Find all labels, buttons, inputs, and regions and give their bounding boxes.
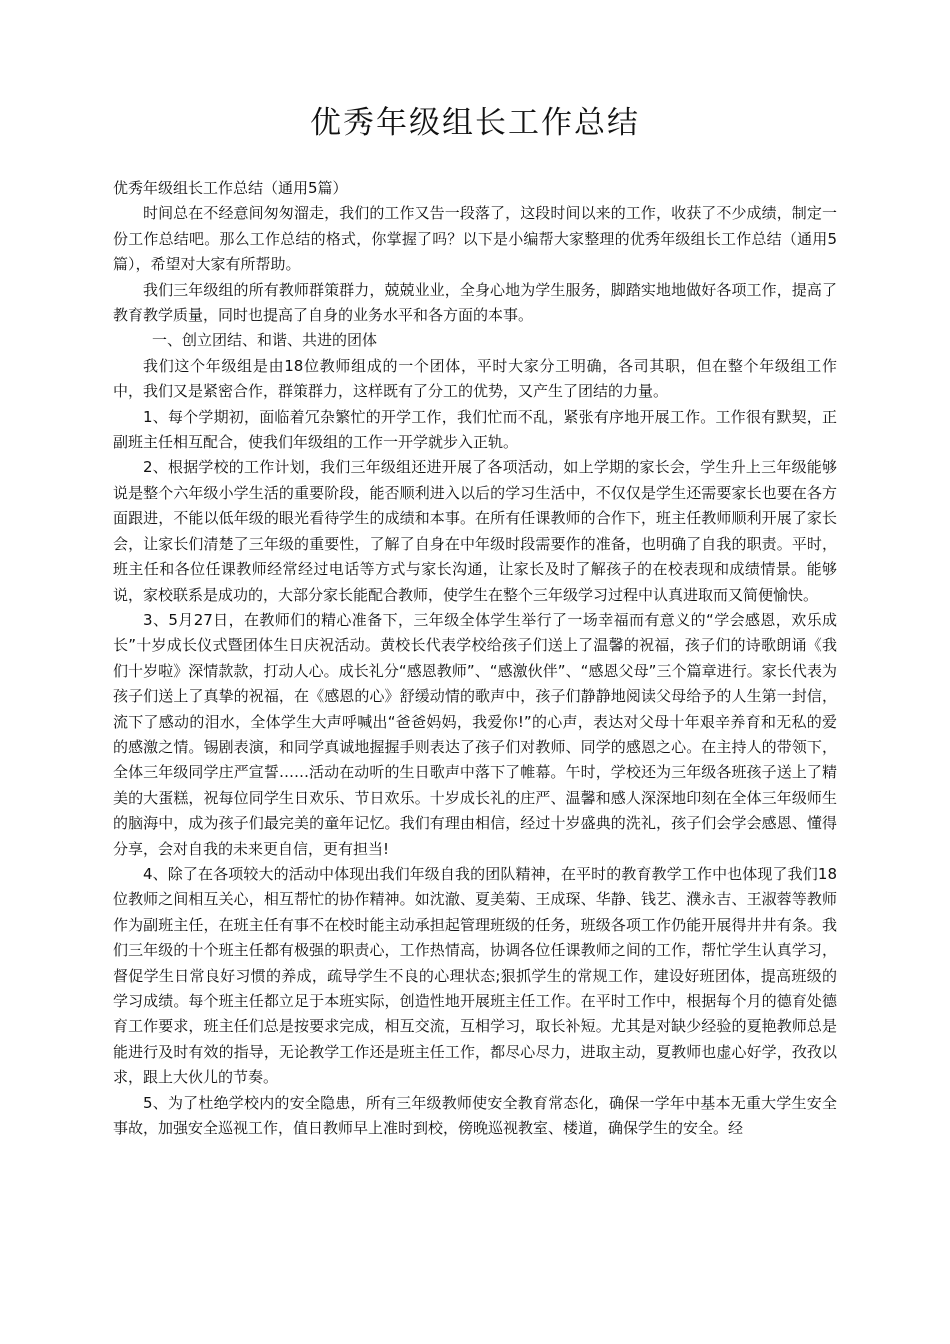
document-body [113,176,837,1141]
team-paragraph: 我们这个年级组是由18位教师组成的一个团体，平时大家分工明确，各司其职，但在整个年级组工作中，我们又是紧密合作，群策群力，这样既有了分工的优势，又产生了团结的力量。 [113,356,837,401]
section-heading: 一、创立团结、和谐、共进的团体 [152,331,378,350]
document-title: 优秀年级组长工作总结 [310,105,640,141]
subtitle-line: 优秀年级组长工作总结（通用5篇） [113,179,348,197]
item-3-paragraph: 3、5月27日，在教师们的精心准备下，三年级全体学生举行了一场幸福而有意义的“学会感恩，欢乐成长”十岁成长仪式暨团体生日庆祝活动。黄校长代表学校给孩子们送上了温馨的祝福，孩子们的诗歌朗诵《我们十岁啦》深情款款，打动人心。成长礼分“感恩教师”、“感激伙伴”、“感恩父母”三个篇章进行。家长代表为孩子们送上了真挚的祝福，在《感恩的心》舒缓动情的歌声中，孩子们静静地阅读父母给予的人生第一封信，流下了感动的泪水，全体学生大声呼喊出“爸爸妈妈，我爱你!”的心声，表达对父母十年艰辛养育和无私的爱的感激之情。锡剧表演，和同学真诚地握握手则表达了孩子们对教师、同学的感恩之心。在主持人的带领下，全体三年级同学庄严宣誓……活动在动听的生日歌声中落下了帷幕。午时，学校还为三年级各班孩子送上了精美的大蛋糕，祝每位同学生日欢乐、节日欢乐。十岁成长礼的庄严、温馨和感人深深地印刻在全体三年级师生的脑海中，成为孩子们最完美的童年记忆。我们有理由相信，经过十岁盛典的洗礼，孩子们会学会感恩、懂得分享，会对自我的未来更自信，更有担当! [113,610,837,858]
summary-paragraph: 我们三年级组的所有教师群策群力，兢兢业业，全身心地为学生服务，脚踏实地地做好各项工作，提高了教育教学质量，同时也提高了自身的业务水平和各方面的本事。 [113,280,837,325]
item-5-paragraph: 5、为了杜绝学校内的安全隐患，所有三年级教师使安全教育常态化，确保一学年中基本无重大学生安全事故，加强安全巡视工作，值日教师早上准时到校，傍晚巡视教室、楼道，确保学生的安全。经 [113,1093,837,1138]
item-4-paragraph: 4、除了在各项较大的活动中体现出我们年级自我的团队精神，在平时的教育教学工作中也体现了我们18位教师之间相互关心，相互帮忙的协作精神。如沈澈、夏美菊、王成琛、华静、钱艺、濮永吉、王淑蓉等教师作为副班主任，在班主任有事不在校时能主动承担起管理班级的任务，班级各项工作仍能开展得井井有条。我们三年级的十个班主任都有极强的职责心，工作热情高，协调各位任课教师之间的工作，帮忙学生认真学习，督促学生日常良好习惯的养成，疏导学生不良的心理状态;狠抓学生的常规工作，建设好班团体，提高班级的学习成绩。每个班主任都立足于本班实际，创造性地开展班主任工作。在平时工作中，根据每个月的德育处德育工作要求，班主任们总是按要求完成，相互交流，互相学习，取长补短。尤其是对缺少经验的夏艳教师总是能进行及时有效的指导，无论教学工作还是班主任工作，都尽心尽力，进取主动，夏教师也虚心好学，孜孜以求，跟上大伙儿的节奏。 [113,864,837,1087]
intro-paragraph: 时间总在不经意间匆匆溜走，我们的工作又告一段落了，这段时间以来的工作，收获了不少成绩，制定一份工作总结吧。那么工作总结的格式，你掌握了吗？以下是小编帮大家整理的优秀年级组长工作总结（通用5篇），希望对大家有所帮助。 [113,204,837,274]
item-1-paragraph: 1、每个学期初，面临着冗杂繁忙的开学工作，我们忙而不乱，紧张有序地开展工作。工作很有默契，正副班主任相互配合，使我们年级组的工作一开学就步入正轨。 [113,407,837,452]
item-2-paragraph: 2、根据学校的工作计划，我们三年级组还进开展了各项活动，如上学期的家长会，学生升上三年级能够说是整个六年级小学生活的重要阶段，能否顺利进入以后的学习生活中，不仅仅是学生还需要家长也要在各方面跟进，不能以低年级的眼光看待学生的成绩和本事。在所有任课教师的合作下，班主任教师顺利开展了家长会，让家长们清楚了三年级的重要性，了解了自身在中年级时段需要作的准备，也明确了自我的职责。平时，班主任和各位任课教师经常经过电话等方式与家长沟通，让家长及时了解孩子的在校表现和成绩情景。能够说，家校联系是成功的，大部分家长能配合教师，使学生在整个三年级学习过程中认真进取而又简便愉快。 [113,458,837,604]
